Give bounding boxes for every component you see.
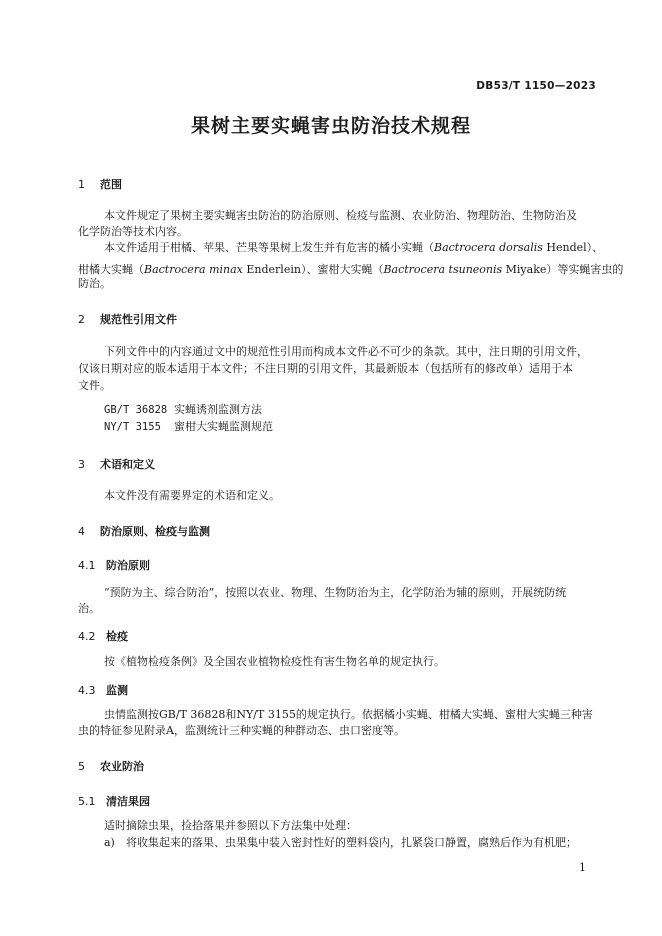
s1-paragraph-2-line-3: 防治。 [78,277,111,290]
list-item-a [104,835,577,851]
s3-paragraph-1: 本文件没有需要界定的术语和定义。 [104,489,280,502]
section-title: 检疫 [106,630,128,643]
reference-item [104,402,262,418]
text: Miyake）等实蝇害虫的 [502,263,624,276]
reference-item [104,419,273,435]
scientific-name: Bactrocera tsuneonis [383,263,503,276]
standard-number: DB53/T 1150—2023 [476,80,596,92]
scientific-name: Bactrocera minax [144,263,243,276]
text: Hendel）、 [542,241,604,254]
s1-paragraph-2-line-2 [78,262,623,278]
section-title: 监测 [106,684,128,697]
section-title: 范围 [100,178,122,191]
text: 本文件适用于柑橘、苹果、芒果等果树上发生并有危害的橘小实蝇（ [104,241,434,254]
section-title: 防治原则、检疫与监测 [100,525,210,538]
s1-paragraph-2-line-1 [104,240,603,256]
s2-paragraph-1-line-1: 下列文件中的内容通过文中的规范性引用而构成本文件必不可少的条款。其中，注日期的引用文件， [104,345,588,358]
section-number: 4 [78,525,85,538]
s1-paragraph-1-line-1: 本文件规定了果树主要实蝇害虫防治的防治原则、检疫与监测、农业防治、物理防治、生物防治及 [104,209,577,222]
scientific-name: Bactrocera dorsalis [434,241,543,254]
subsection-4-2-heading [78,628,128,644]
s2-paragraph-1-line-3: 文件。 [78,379,111,392]
subsection-5-1-heading [78,793,150,809]
document-title: 果树主要实蝇害虫防治技术规程 [190,115,471,137]
subsection-4-3-heading [78,682,128,698]
s4-2-paragraph: 按《植物检疫条例》及全国农业植物检疫性有害生物名单的规定执行。 [104,655,445,668]
section-number: 5 [78,760,85,773]
list-label: a) [104,836,115,849]
section-title: 规范性引用文件 [100,313,177,326]
section-number: 5.1 [78,795,96,808]
text: 柑橘大实蝇（ [78,263,144,276]
reference-code: NY/T 3155 [104,421,161,433]
s1-paragraph-1-line-2: 化学防治等技术内容。 [78,225,188,238]
section-3-heading [78,456,155,472]
section-number: 2 [78,313,85,326]
s4-3-paragraph-line-1: 虫情监测按GB/T 36828和NY/T 3155的规定执行。依据橘小实蝇、柑橘大实蝇、蜜柑大实蝇三种害 [104,708,593,721]
section-4-heading [78,523,210,539]
page-number: 1 [579,861,586,874]
section-number: 4.2 [78,630,96,643]
s4-3-paragraph-line-2: 虫的特征参见附录A，监测统计三种实蝇的种群动态、虫口密度等。 [78,724,405,737]
section-title: 清洁果园 [106,795,150,808]
s4-1-paragraph-line-1: “预防为主、综合防治”，按照以农业、物理、生物防治为主，化学防治为辅的原则，开展统防统 [104,586,567,599]
section-5-heading [78,758,144,774]
section-number: 4.1 [78,559,96,572]
text: Enderlein）、蜜柑大实蝇（ [242,263,384,276]
reference-name: 实蝇诱剂监测方法 [174,403,262,416]
reference-name: 蜜柑大实蝇监测规范 [174,420,273,433]
s4-1-paragraph-line-2: 治。 [78,602,100,615]
section-number: 4.3 [78,684,96,697]
list-text: 将收集起来的落果、虫果集中装入密封性好的塑料袋内，扎紧袋口静置，腐熟后作为有机肥； [126,836,577,849]
section-2-heading [78,311,177,327]
subsection-4-1-heading [78,557,150,573]
section-title: 术语和定义 [100,458,155,471]
section-title: 防治原则 [106,559,150,572]
section-number: 3 [78,458,85,471]
s2-paragraph-1-line-2: 仅该日期对应的版本适用于本文件；不注日期的引用文件，其最新版本（包括所有的修改单）适用于本 [78,362,573,375]
reference-code: GB/T 36828 [104,404,168,416]
section-title: 农业防治 [100,760,144,773]
s5-1-paragraph: 适时摘除虫果，捡拾落果并参照以下方法集中处理： [104,819,357,832]
section-1-heading [78,176,122,192]
section-number: 1 [78,178,85,191]
